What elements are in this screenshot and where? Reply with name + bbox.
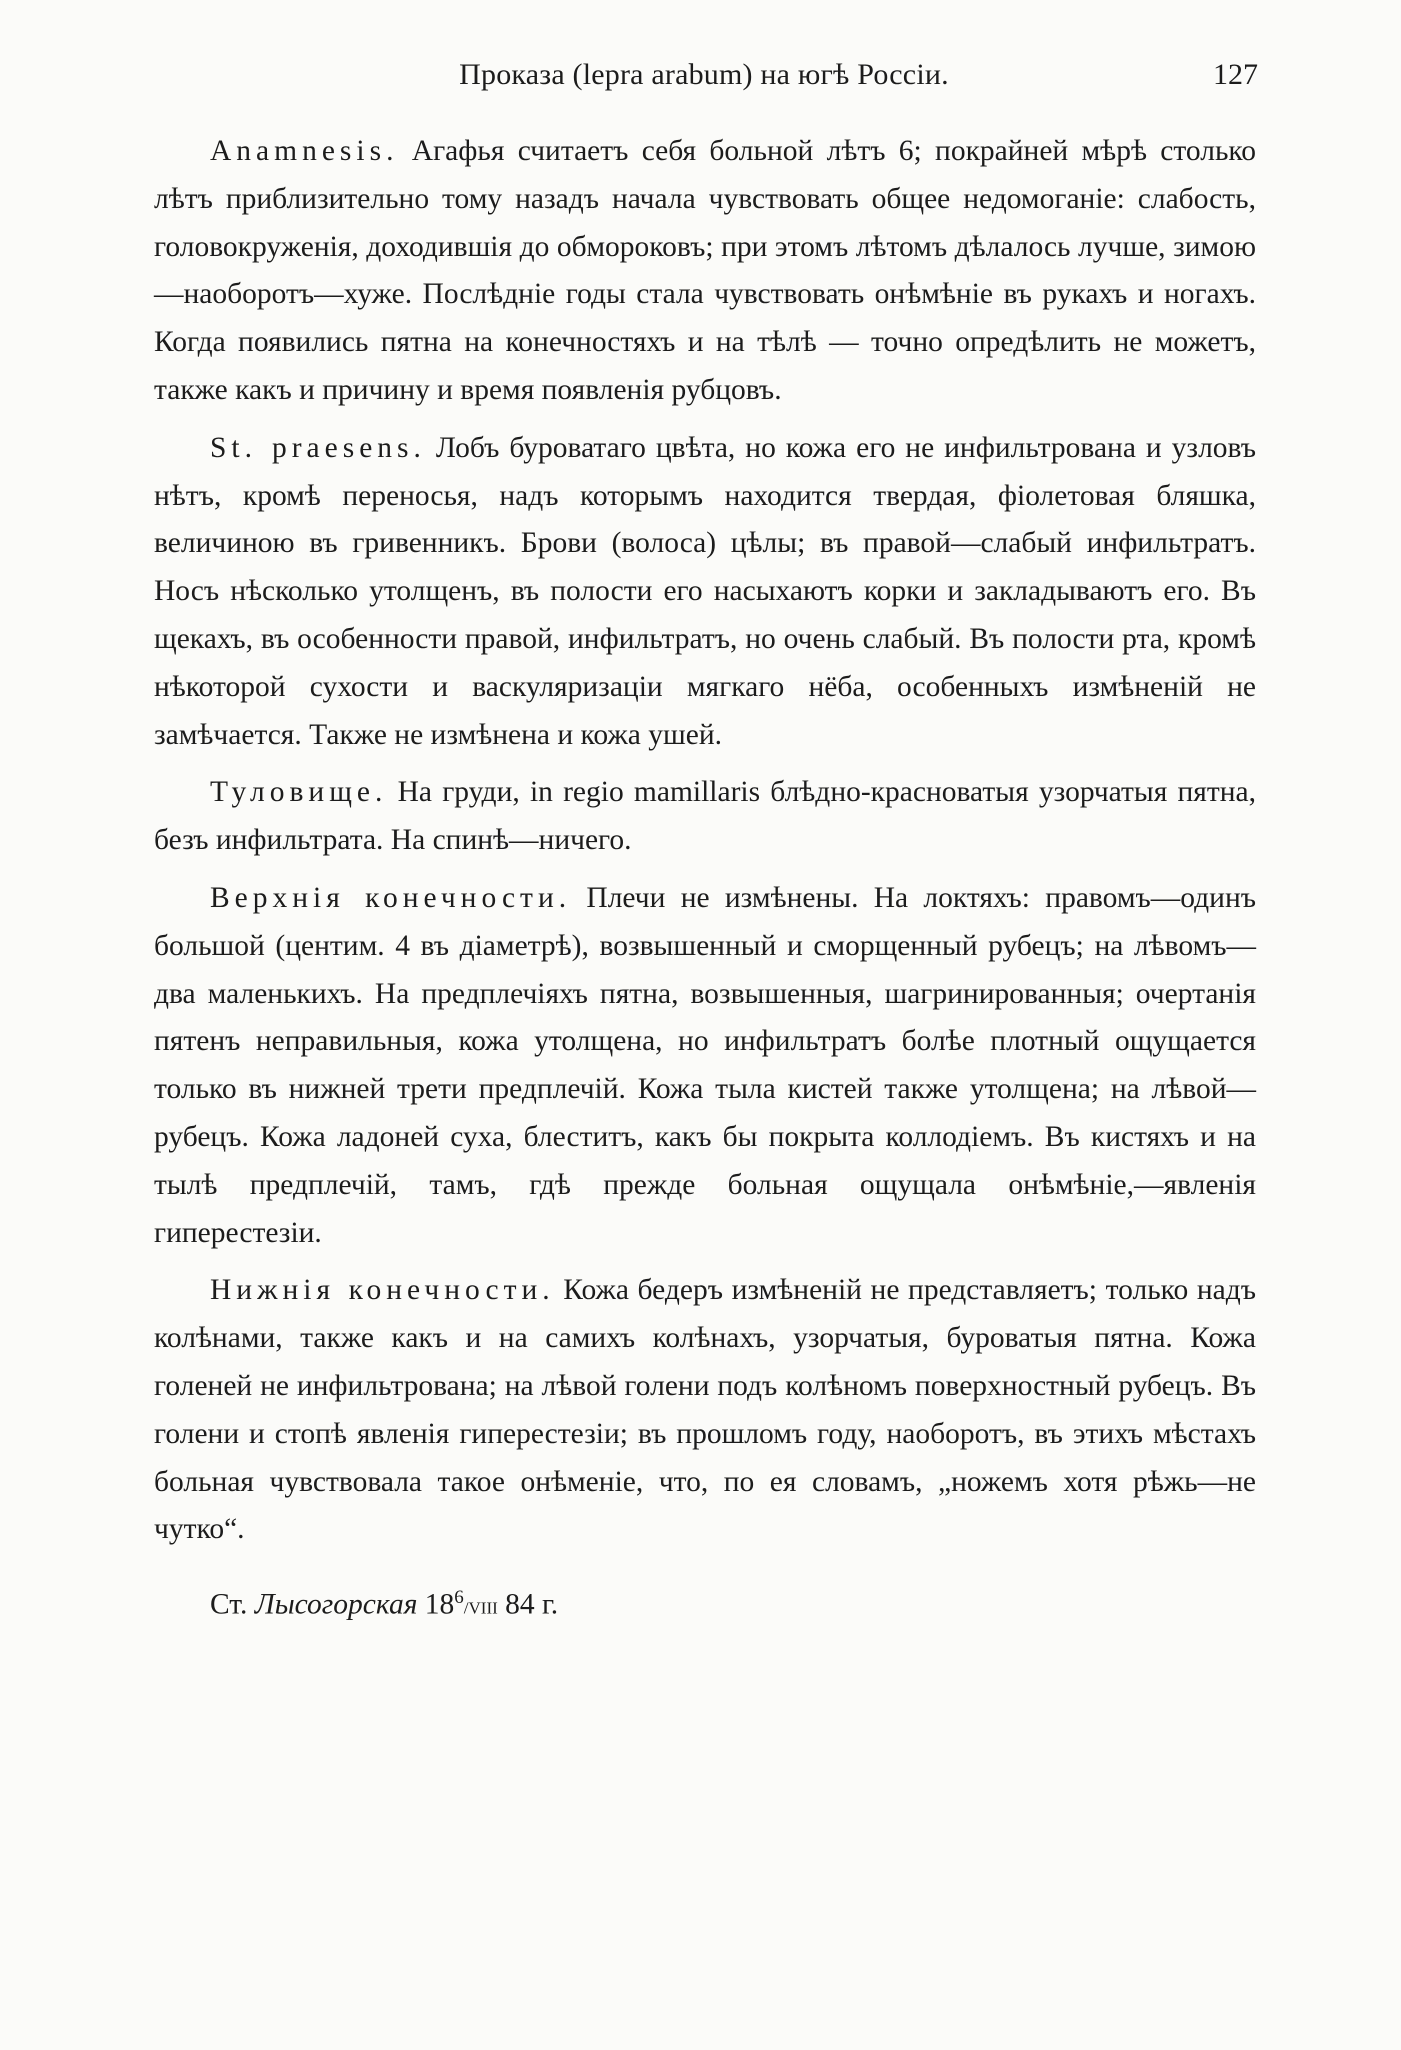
- signature-year: 84 г.: [497, 1588, 559, 1621]
- body-text: [154, 128, 1256, 1632]
- paragraph-upper-limbs: [154, 875, 1256, 1257]
- running-title: Проказа (lepra arabum) на югѣ Россіи.: [459, 58, 949, 91]
- paragraph-lead: Нижнія конечности.: [210, 1274, 555, 1307]
- signature-line: [154, 1574, 1256, 1632]
- paragraph-text: Агафья считаетъ себя больной лѣтъ 6; покрайней мѣрѣ столько лѣтъ приблизительно тому назадъ начала чувствовать общее недомоганіе: слабость, головокруженія, доходившія до обмороковъ; при этомъ лѣтомъ дѣлалось лучше, зимою—наоборотъ—хуже. Послѣдніе годы стала чувствовать онѣмѣніе въ рукахъ и ногахъ. Когда появились пятна на конечностяхъ и на тѣлѣ — точно опредѣлить не можетъ, также какъ и причину и время появленія рубцовъ.: [154, 135, 1256, 406]
- running-head: [150, 58, 1258, 102]
- paragraph-lead: Туловище.: [210, 776, 388, 809]
- paragraph-trunk: [154, 769, 1256, 865]
- paragraph-status-praesens: [154, 425, 1256, 760]
- signature-day: 18: [417, 1588, 455, 1621]
- paragraph-lead: St. praesens.: [210, 431, 426, 464]
- paragraph-lead: Anamnesis.: [210, 135, 399, 167]
- signature-fraction-denominator: /VIII: [463, 1598, 498, 1618]
- paragraph-lead: Верхнія конечности.: [210, 881, 572, 914]
- signature-fraction-numerator: 6: [454, 1587, 464, 1609]
- signature-prefix: Ст.: [210, 1588, 255, 1621]
- page-number: 127: [1213, 58, 1258, 91]
- paragraph-text: Кожа бедеръ измѣненій не представляетъ; только надъ колѣнами, также какъ и на самихъ колѣнахъ, узорчатыя, буроватыя пятна. Кожа голеней не инфильтрована; на лѣвой голени подъ колѣномъ поверхностный рубецъ. Въ голени и стопѣ явленія гиперестезіи; въ прошломъ году, наоборотъ, въ этихъ мѣстахъ больная чувствовала такое онѣменіе, что, по ея словамъ, „ножемъ хотя рѣжь—не чутко“.: [154, 1274, 1256, 1546]
- paragraph-text: Лобъ буроватаго цвѣта, но кожа его не инфильтрована и узловъ нѣтъ, кромѣ переносья, надъ которымъ находится твердая, фіолетовая бляшка, величиною въ гривенникъ. Брови (волоса) цѣлы; въ правой—слабый инфильтратъ. Носъ нѣсколько утолщенъ, въ полости его насыхаютъ корки и закладываютъ его. Въ щекахъ, въ особенности правой, инфильтратъ, но очень слабый. Въ полости рта, кромѣ нѣкоторой сухости и васкуляризаціи мягкаго нёба, особенныхъ измѣненій не замѣчается. Также не измѣнена и кожа ушей.: [154, 431, 1257, 751]
- paragraph-anamnesis: [154, 128, 1256, 415]
- paragraph-text: На груди, in regio mamillaris блѣдно-красноватыя узорчатыя пятна, безъ инфильтрата. На спинѣ—ничего.: [154, 776, 1256, 857]
- paragraph-text: Плечи не измѣнены. На локтяхъ: правомъ—одинъ большой (центим. 4 въ діаметрѣ), возвышенный и сморщенный рубецъ; на лѣвомъ—два маленькихъ. На предплечіяхъ пятна, возвышенныя, шагринированныя; очертанія пятенъ неправильныя, кожа утолщена, но инфильтратъ болѣе плотный ощущается только въ нижней трети предплечій. Кожа тыла кистей также утолщена; на лѣвой—рубецъ. Кожа ладоней суха, блеститъ, какъ бы покрыта коллодіемъ. Въ кистяхъ и на тылѣ предплечій, тамъ, гдѣ прежде больная ощущала онѣмѣніе,—явленія гиперестезіи.: [154, 881, 1256, 1249]
- paragraph-lower-limbs: [154, 1267, 1256, 1554]
- signature-place: Лысогорская: [254, 1588, 418, 1621]
